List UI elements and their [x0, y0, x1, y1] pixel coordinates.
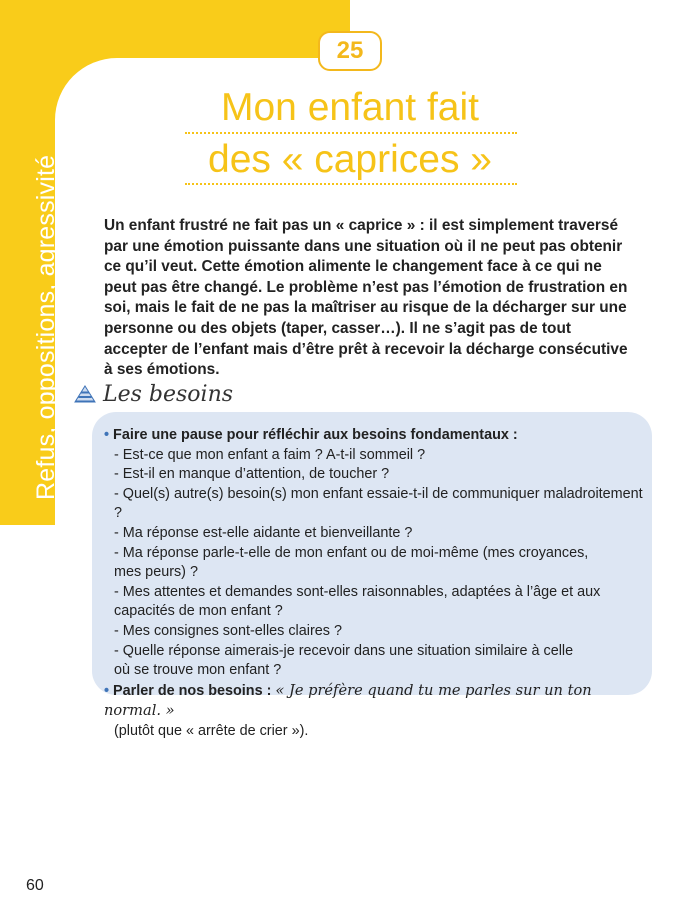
- pyramid-icon: [74, 385, 96, 408]
- question-line-continued: capacités de mon enfant ?: [114, 603, 283, 620]
- question-line-continued: où se trouve mon enfant ?: [114, 662, 282, 679]
- question-line: - Quelle réponse aimerais-je recevoir dans une situation similaire à celle: [114, 642, 574, 659]
- question-line: - Mes consignes sont-elles claires ?: [114, 622, 342, 639]
- section-title-needs: Les besoins: [103, 382, 234, 407]
- intro-paragraph: Un enfant frustré ne fait pas un « caprice » : il est simplement traversé par une émotion puissante dans une situation où il ne peut pas obtenir ce qu’il veut. Cette émotion alimente le changement face à ce qui ne peut pas être changé. Le problème n’est pas l’émotion de frustration en soi, mais le fait de ne pas la maîtriser au risque de la décharger sur une personne ou des objets (taper, casser…). Il ne s’agit pas de tout accepter de l’enfant mais d’être prêt à recevoir la décharge consécutive à ses émotions.: [104, 217, 628, 379]
- question-line: - Ma réponse parle-t-elle de mon enfant ou de moi-même (mes croyances,: [114, 544, 589, 561]
- page-title-line-2: des « caprices »: [208, 138, 492, 181]
- bullet-dot: •: [104, 427, 110, 443]
- bullet-title-pause: Faire une pause pour réfléchir aux besoins fondamentaux :: [113, 427, 518, 443]
- page-title-line-1: Mon enfant fait: [221, 86, 479, 129]
- title-underline-1: [185, 132, 517, 134]
- bullet-title-speak: Parler de nos besoins :: [113, 682, 272, 699]
- quote-continuation: (plutôt que « arrête de crier »).: [114, 722, 309, 739]
- chapter-side-label: Refus, oppositions, agressivité: [32, 154, 60, 500]
- question-line-continued: mes peurs) ?: [114, 564, 198, 581]
- needs-quote: « Je préfère quand tu me parles sur un ton normal. »: [104, 681, 592, 720]
- needs-box-content: [104, 426, 649, 742]
- question-line: - Ma réponse est-elle aidante et bienveillante ?: [114, 524, 413, 541]
- question-line: - Quel(s) autre(s) besoin(s) mon enfant essaie-t-il de communiquer maladroitement ?: [114, 485, 643, 522]
- title-underline-2: [185, 183, 517, 185]
- page-number: 60: [26, 877, 44, 894]
- question-line: - Mes attentes et demandes sont-elles raisonnables, adaptées à l’âge et aux: [114, 583, 601, 600]
- question-line: - Est-il en manque d’attention, de toucher ?: [114, 466, 390, 483]
- chapter-number-badge: 25: [318, 31, 382, 71]
- question-line: - Est-ce que mon enfant a faim ? A-t-il sommeil ?: [114, 446, 426, 463]
- bullet-dot: •: [104, 682, 110, 699]
